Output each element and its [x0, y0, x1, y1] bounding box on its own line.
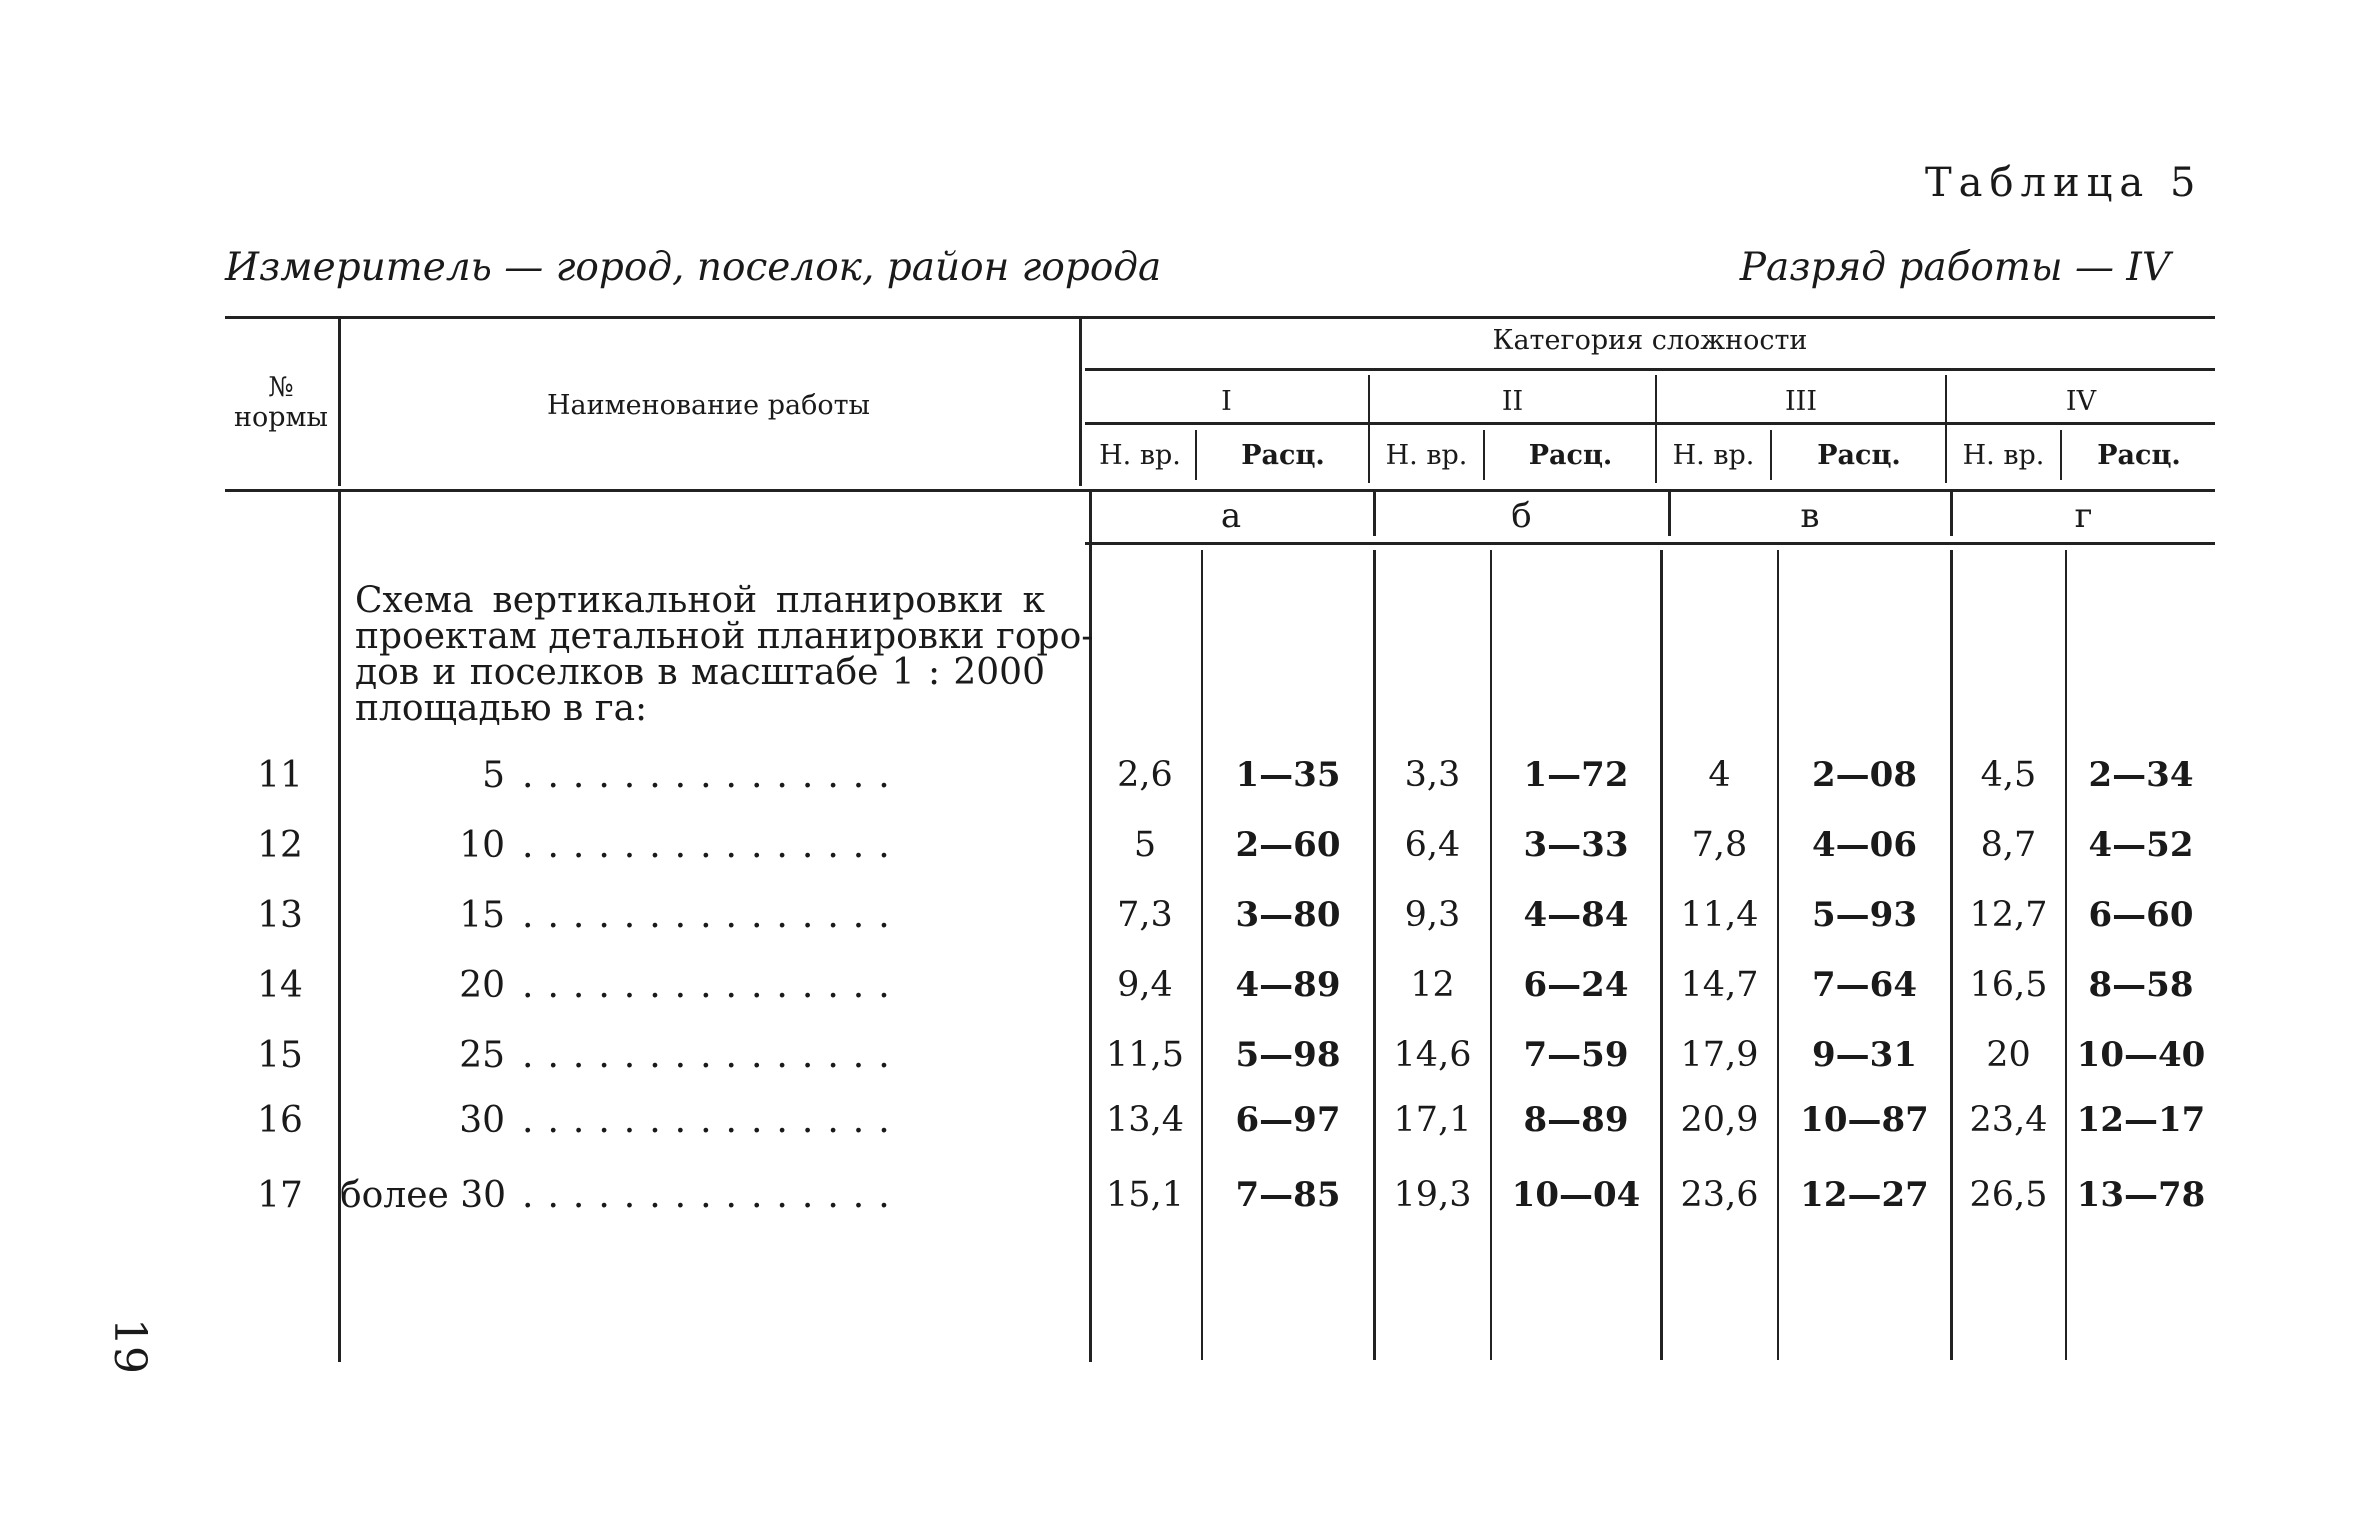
- area-value: 5: [482, 755, 505, 796]
- category-III: III: [1785, 386, 1817, 417]
- leader-dots: ...............: [522, 895, 904, 936]
- rate-cell: 7—64: [1812, 965, 1917, 1005]
- rate-cell: 8—89: [1523, 1100, 1629, 1140]
- time-norm-cell: 20: [1986, 1035, 2031, 1075]
- table-title: Таблица 5: [1925, 160, 2203, 206]
- norm-number-symbol: №: [268, 372, 294, 403]
- rate-cell: 13—78: [2076, 1175, 2206, 1215]
- column-letter-b: б: [1511, 496, 1532, 536]
- rate-cell: 4—06: [1812, 825, 1917, 865]
- time-norm-header: Н. вр.: [1962, 440, 2045, 471]
- time-norm-cell: 23,4: [1969, 1100, 2048, 1140]
- rate-cell: 12—17: [2076, 1100, 2206, 1140]
- time-norm-cell: 3,3: [1404, 755, 1461, 795]
- rate-cell: 1—35: [1235, 755, 1341, 795]
- leader-dots: ...............: [522, 755, 904, 796]
- time-norm-cell: 4: [1708, 755, 1731, 795]
- leader-dots: ...............: [522, 965, 904, 1006]
- norm-number-header: нормы: [233, 402, 329, 433]
- leader-dots: ...............: [522, 1175, 904, 1216]
- column-letter-g: г: [2074, 496, 2093, 536]
- time-norm-cell: 17,1: [1393, 1100, 1472, 1140]
- rate-cell: 10—87: [1800, 1100, 1929, 1140]
- rate-cell: 2—34: [2088, 755, 2194, 795]
- time-norm-cell: 9,3: [1404, 895, 1461, 935]
- time-norm-cell: 7,3: [1117, 895, 1173, 935]
- rate-cell: 5—98: [1235, 1035, 1341, 1075]
- rate-cell: 6—60: [2088, 895, 2194, 935]
- norm-number: 11: [257, 755, 303, 796]
- time-norm-cell: 9,4: [1117, 965, 1173, 1005]
- leader-dots: ...............: [522, 1100, 904, 1141]
- rate-cell: 2—60: [1235, 825, 1341, 865]
- norm-number: 16: [257, 1100, 303, 1141]
- rate-cell: 10—04: [1511, 1175, 1641, 1215]
- time-norm-cell: 12: [1410, 965, 1455, 1005]
- category-II: II: [1501, 386, 1524, 417]
- time-norm-cell: 4,5: [1980, 755, 2037, 795]
- rate-cell: 12—27: [1800, 1175, 1929, 1215]
- rate-cell: 4—84: [1523, 895, 1629, 935]
- rate-cell: 5—93: [1812, 895, 1917, 935]
- time-norm-header: Н. вр.: [1672, 440, 1755, 471]
- rate-header: Расц.: [1528, 440, 1613, 471]
- norm-number: 13: [257, 895, 303, 936]
- rate-cell: 2—08: [1812, 755, 1917, 795]
- rate-cell: 4—52: [2088, 825, 2194, 865]
- time-norm-cell: 11,4: [1680, 895, 1759, 935]
- time-norm-cell: 8,7: [1980, 825, 2037, 865]
- area-value: 20: [459, 965, 505, 1006]
- rate-cell: 7—59: [1523, 1035, 1629, 1075]
- time-norm-cell: 15,1: [1106, 1175, 1184, 1215]
- time-norm-cell: 23,6: [1680, 1175, 1759, 1215]
- rate-cell: 3—33: [1523, 825, 1629, 865]
- rate-cell: 6—97: [1235, 1100, 1341, 1140]
- rate-cell: 7—85: [1235, 1175, 1341, 1215]
- rate-header: Расц.: [2097, 440, 2181, 471]
- norm-number: 17: [257, 1175, 303, 1216]
- leader-dots: ...............: [522, 1035, 904, 1076]
- rate-cell: 1—72: [1523, 755, 1629, 795]
- rate-cell: 3—80: [1235, 895, 1341, 935]
- column-letter-v: в: [1800, 496, 1820, 536]
- work-grade: Разряд работы — IV: [1739, 245, 2170, 290]
- norm-number: 14: [257, 965, 303, 1006]
- category-I: I: [1221, 386, 1232, 417]
- area-value: 10: [459, 825, 505, 866]
- time-norm-cell: 14,6: [1393, 1035, 1472, 1075]
- description-line: площадью в га:: [355, 688, 648, 729]
- area-value: 30: [459, 1100, 505, 1141]
- time-norm-cell: 2,6: [1117, 755, 1173, 795]
- time-norm-cell: 26,5: [1969, 1175, 2048, 1215]
- rate-header: Расц.: [1817, 440, 1901, 471]
- rate-header: Расц.: [1241, 440, 1325, 471]
- time-norm-header: Н. вр.: [1385, 440, 1468, 471]
- time-norm-cell: 6,4: [1404, 825, 1461, 865]
- page-number: 19: [104, 1318, 155, 1374]
- time-norm-cell: 7,8: [1691, 825, 1748, 865]
- work-name-header: Наименование работы: [546, 390, 871, 421]
- time-norm-cell: 19,3: [1393, 1175, 1472, 1215]
- time-norm-cell: 16,5: [1969, 965, 2048, 1005]
- measure-unit: Измеритель — город, поселок, район города: [225, 245, 1162, 290]
- area-value: более 30: [340, 1175, 507, 1216]
- description-line: проектам детальной планировки горо-: [355, 616, 1094, 657]
- category-IV: IV: [2065, 386, 2097, 417]
- description-line: дов и поселков в масштабе 1 : 2000: [355, 652, 1045, 693]
- leader-dots: ...............: [522, 825, 904, 866]
- time-norm-cell: 17,9: [1680, 1035, 1759, 1075]
- column-letter-a: а: [1220, 496, 1242, 536]
- rate-cell: 4—89: [1235, 965, 1341, 1005]
- time-norm-cell: 5: [1133, 825, 1157, 865]
- rate-cell: 9—31: [1812, 1035, 1917, 1075]
- time-norm-cell: 13,4: [1106, 1100, 1184, 1140]
- rate-cell: 6—24: [1523, 965, 1629, 1005]
- time-norm-cell: 12,7: [1969, 895, 2048, 935]
- time-norm-cell: 14,7: [1680, 965, 1759, 1005]
- area-value: 15: [459, 895, 505, 936]
- time-norm-cell: 20,9: [1680, 1100, 1759, 1140]
- norm-number: 15: [257, 1035, 303, 1076]
- rate-cell: 8—58: [2088, 965, 2194, 1005]
- area-value: 25: [459, 1035, 505, 1076]
- norm-number: 12: [257, 825, 303, 866]
- complexity-header: Категория сложности: [1492, 325, 1808, 356]
- rate-cell: 10—40: [2076, 1035, 2206, 1075]
- time-norm-header: Н. вр.: [1099, 440, 1181, 471]
- description-line: Схема вертикальной планировки к: [355, 580, 1045, 621]
- time-norm-cell: 11,5: [1106, 1035, 1184, 1075]
